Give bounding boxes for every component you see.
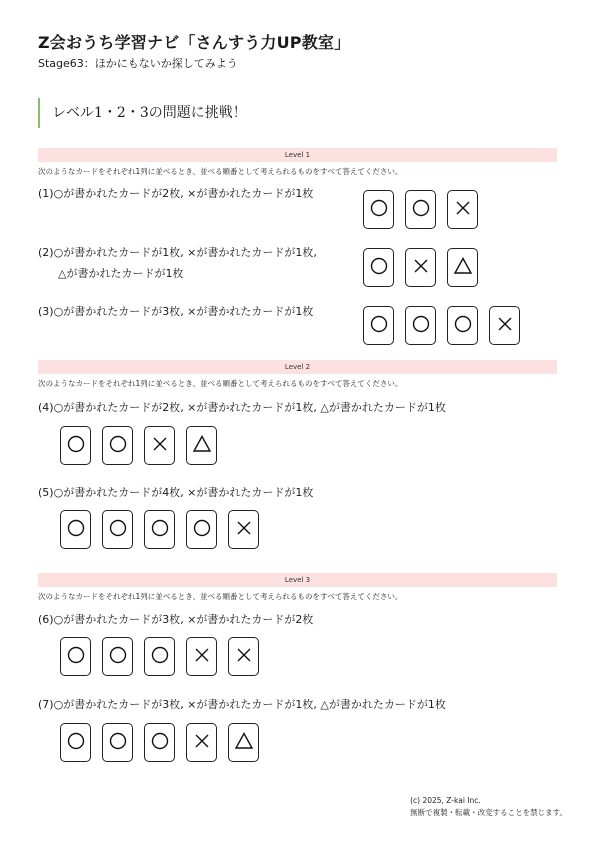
circle-icon <box>66 518 86 542</box>
triangle-icon <box>234 731 254 755</box>
circle-card <box>363 306 394 345</box>
question-text: ○が書かれたカードが2枚, ×が書かれたカードが1枚 <box>53 187 314 200</box>
circle-icon <box>369 256 389 280</box>
cross-icon <box>453 198 473 222</box>
circle-icon <box>150 645 170 669</box>
circle-icon <box>66 731 86 755</box>
page-subtitle: Stage63：ほかにもないか探してみよう <box>38 57 238 70</box>
question-number: (2) <box>38 246 54 259</box>
question-6 <box>38 609 313 630</box>
circle-card <box>186 510 217 549</box>
circle-card <box>144 510 175 549</box>
question-number: (3) <box>38 305 54 318</box>
triangle-icon <box>192 434 212 458</box>
footer <box>410 795 567 819</box>
triangle-card <box>228 723 259 762</box>
page-title: Z会おうち学習ナビ「さんすう力UP教室」 <box>38 33 351 52</box>
cross-card <box>489 306 520 345</box>
circle-card <box>405 190 436 229</box>
circle-icon <box>150 731 170 755</box>
cross-icon <box>192 731 212 755</box>
circle-card <box>60 637 91 676</box>
question-number: (1) <box>38 187 54 200</box>
circle-card <box>144 637 175 676</box>
question-number: (4) <box>38 401 54 414</box>
cross-icon <box>234 518 254 542</box>
circle-icon <box>369 314 389 338</box>
cross-card <box>186 723 217 762</box>
circle-card <box>102 637 133 676</box>
triangle-card <box>186 426 217 465</box>
circle-card <box>363 248 394 287</box>
question-5 <box>38 482 313 503</box>
copyright: (c) 2025, Z-kai Inc. <box>410 796 481 805</box>
triangle-card <box>447 248 478 287</box>
cross-card <box>144 426 175 465</box>
question-text: ○が書かれたカードが4枚, ×が書かれたカードが1枚 <box>53 486 314 499</box>
cross-card <box>186 637 217 676</box>
question-4 <box>38 397 446 418</box>
question-number: (7) <box>38 698 54 711</box>
card-row-5 <box>60 510 259 549</box>
card-row-7 <box>60 723 259 762</box>
cross-icon <box>411 256 431 280</box>
circle-card <box>60 426 91 465</box>
question-number: (6) <box>38 613 54 626</box>
circle-icon <box>192 518 212 542</box>
circle-icon <box>66 645 86 669</box>
question-text: ○が書かれたカードが3枚, ×が書かれたカードが1枚 <box>53 305 314 318</box>
cross-icon <box>150 434 170 458</box>
circle-icon <box>66 434 86 458</box>
cross-icon <box>495 314 515 338</box>
cross-card <box>447 190 478 229</box>
card-row-1 <box>363 190 478 229</box>
instruction-2: 次のようなカードをそれぞれ1列に並べるとき、並べる順番として考えられるものをすべて答えてください。 <box>38 379 403 388</box>
cross-card <box>228 510 259 549</box>
question-text: ○が書かれたカードが3枚, ×が書かれたカードが1枚, △が書かれたカードが1枚 <box>53 698 446 711</box>
circle-icon <box>411 198 431 222</box>
level-band-1: Level 1 <box>38 148 557 162</box>
circle-card <box>60 510 91 549</box>
circle-icon <box>150 518 170 542</box>
circle-icon <box>108 434 128 458</box>
copyright-notice: 無断で複製・転載・改変することを禁じます。 <box>410 808 567 817</box>
question-text: ○が書かれたカードが3枚, ×が書かれたカードが2枚 <box>53 613 314 626</box>
circle-card <box>144 723 175 762</box>
question-1 <box>38 183 313 204</box>
level-band-3: Level 3 <box>38 573 557 587</box>
circle-card <box>102 723 133 762</box>
circle-icon <box>411 314 431 338</box>
level-band-2: Level 2 <box>38 360 557 374</box>
question-2 <box>38 242 317 284</box>
circle-icon <box>369 198 389 222</box>
cross-card <box>405 248 436 287</box>
instruction-1: 次のようなカードをそれぞれ1列に並べるとき、並べる順番として考えられるものをすべて答えてください。 <box>38 167 403 176</box>
triangle-icon <box>453 256 473 280</box>
instruction-3: 次のようなカードをそれぞれ1列に並べるとき、並べる順番として考えられるものをすべて答えてください。 <box>38 592 403 601</box>
circle-icon <box>108 731 128 755</box>
circle-card <box>102 426 133 465</box>
question-7 <box>38 694 446 715</box>
circle-icon <box>108 645 128 669</box>
circle-card <box>405 306 436 345</box>
question-text: ○が書かれたカードが1枚, ×が書かれたカードが1枚, <box>53 246 317 259</box>
circle-card <box>363 190 394 229</box>
circle-icon <box>453 314 473 338</box>
question-number: (5) <box>38 486 54 499</box>
card-row-4 <box>60 426 217 465</box>
cross-icon <box>192 645 212 669</box>
challenge-heading: レベル1・2・3の問題に挑戦！ <box>38 98 247 128</box>
circle-card <box>447 306 478 345</box>
question-text-cont: △が書かれたカードが1枚 <box>58 267 184 280</box>
cross-card <box>228 637 259 676</box>
card-row-6 <box>60 637 259 676</box>
circle-card <box>102 510 133 549</box>
question-text: ○が書かれたカードが2枚, ×が書かれたカードが1枚, △が書かれたカードが1枚 <box>53 401 446 414</box>
card-row-3 <box>363 306 520 345</box>
circle-card <box>60 723 91 762</box>
circle-icon <box>108 518 128 542</box>
question-3 <box>38 301 313 322</box>
cross-icon <box>234 645 254 669</box>
card-row-2 <box>363 248 478 287</box>
